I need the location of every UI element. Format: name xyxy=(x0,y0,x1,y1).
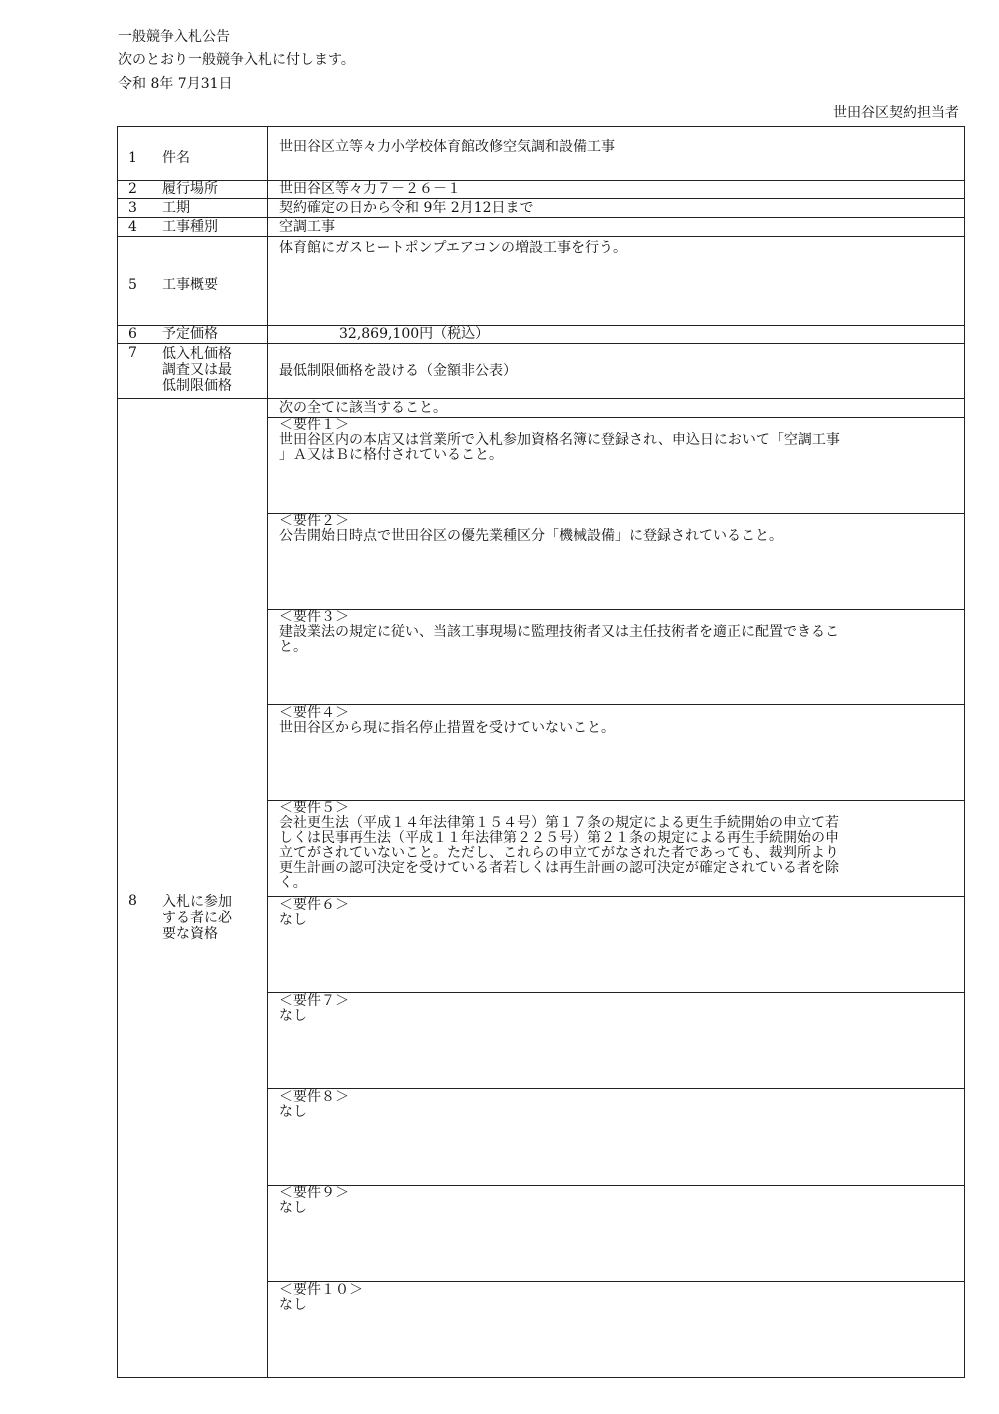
row-number: 3 xyxy=(128,200,137,216)
row-number: 5 xyxy=(128,277,137,293)
requirement-1-body: 世田谷区内の本店又は営業所で入札参加資格名簿に登録され、申込日において「空調工事 」Ａ又はＢに格付されていること。 xyxy=(279,432,840,463)
requirement-4-body: 世田谷区から現に指名停止措置を受けていないこと。 xyxy=(279,720,615,736)
row-number: 6 xyxy=(128,326,137,342)
requirement-2-body: 公告開始日時点で世田谷区の優先業種区分「機械設備」に登録されていること。 xyxy=(279,528,783,544)
notice-title: 一般競争入札公告 xyxy=(118,29,230,45)
label-line: 入札に参加 xyxy=(162,894,232,910)
row-divider xyxy=(117,217,965,218)
notice-table xyxy=(117,126,965,1378)
notice-intro: 次のとおり一般競争入札に付します。 xyxy=(118,52,355,68)
subrow-divider xyxy=(267,800,965,801)
requirement-6-body: なし xyxy=(279,912,307,928)
requirement-3-body: 建設業法の規定に従い、当該工事現場に監理技術者又は主任技術者を適正に配置できるこ と。 xyxy=(279,624,839,655)
row-label-location: 履行場所 xyxy=(162,181,218,197)
subrow-divider xyxy=(267,609,965,610)
row-value-location: 世田谷区等々力７－２６－１ xyxy=(279,181,461,197)
requirement-5-title: ＜要件５＞ xyxy=(279,800,349,816)
requirement-7-title: ＜要件７＞ xyxy=(279,993,349,1009)
row-value-minimum-price: 最低制限価格を設ける（金額非公表） xyxy=(279,363,517,379)
row-label-period: 工期 xyxy=(162,200,190,216)
row-value-period: 契約確定の日から令和 9年 2月12日まで xyxy=(279,200,534,216)
requirement-8-body: なし xyxy=(279,1104,307,1120)
subrow-divider xyxy=(267,417,965,418)
label-line: する者に必 xyxy=(162,910,232,926)
notice-date: 令和 8年 7月31日 xyxy=(118,76,233,92)
row-divider xyxy=(117,325,965,326)
subrow-divider xyxy=(267,1281,965,1282)
row-divider xyxy=(117,180,965,181)
row-number: 7 xyxy=(128,345,137,361)
requirement-10-title: ＜要件１０＞ xyxy=(279,1282,363,1298)
row-label-minimum-price xyxy=(162,346,232,394)
row-number: 2 xyxy=(128,181,137,197)
requirement-4-title: ＜要件４＞ xyxy=(279,705,349,721)
row-value-overview: 体育館にガスヒートポンプエアコンの増設工事を行う。 xyxy=(279,240,628,256)
subrow-divider xyxy=(267,1185,965,1186)
requirement-9-body: なし xyxy=(279,1200,307,1216)
row-divider xyxy=(117,236,965,237)
row-number: 4 xyxy=(128,219,137,235)
subrow-divider xyxy=(267,704,965,705)
requirement-10-body: なし xyxy=(279,1297,307,1313)
requirement-9-title: ＜要件９＞ xyxy=(279,1185,349,1201)
label-line: 調査又は最 xyxy=(162,362,232,378)
row-divider xyxy=(117,343,965,344)
label-line: 要な資格 xyxy=(162,926,218,942)
subrow-divider xyxy=(267,513,965,514)
label-line: 低入札価格 xyxy=(162,346,232,362)
requirement-7-body: なし xyxy=(279,1008,307,1024)
requirement-1-title: ＜要件１＞ xyxy=(279,417,349,433)
row-value-work-type: 空調工事 xyxy=(279,219,335,235)
row-label-overview: 工事概要 xyxy=(162,277,218,293)
qualifications-intro: 次の全てに該当すること。 xyxy=(279,400,447,416)
row-divider xyxy=(117,198,965,199)
label-line: 低制限価格 xyxy=(162,378,232,394)
subrow-divider xyxy=(267,1088,965,1089)
requirement-5-body: 会社更生法（平成１４年法律第１５４号）第１７条の規定による更生手続開始の申立て若 しくは民事再生法（平成１１年法律第２２５号）第２１条の規定による再生手続開始の申 立てがされていないこと。ただし、これらの申立てがなされた者であっても、裁判所より 更生計画の認可決定を受けている者若しくは再生計画の認可決定が確定されている者を除 く。 xyxy=(279,815,839,891)
requirement-6-title: ＜要件６＞ xyxy=(279,897,349,913)
requirement-2-title: ＜要件２＞ xyxy=(279,513,349,529)
row-value-subject: 世田谷区立等々力小学校体育館改修空気調和設備工事 xyxy=(279,139,615,155)
row-divider xyxy=(117,398,965,399)
requirement-3-title: ＜要件３＞ xyxy=(279,609,349,625)
row-label-work-type: 工事種別 xyxy=(162,219,218,235)
row-number: 1 xyxy=(128,150,137,166)
row-value-estimated-price: 32,869,100円（税込） xyxy=(339,326,490,342)
subrow-divider xyxy=(267,992,965,993)
row-label-qualifications xyxy=(162,894,232,942)
row-label-subject: 件名 xyxy=(162,150,190,166)
subrow-divider xyxy=(267,896,965,897)
issuer-name: 世田谷区契約担当者 xyxy=(833,105,959,121)
column-divider xyxy=(267,126,268,1378)
requirement-8-title: ＜要件８＞ xyxy=(279,1089,349,1105)
row-number: 8 xyxy=(128,893,137,909)
row-label-estimated-price: 予定価格 xyxy=(162,326,218,342)
